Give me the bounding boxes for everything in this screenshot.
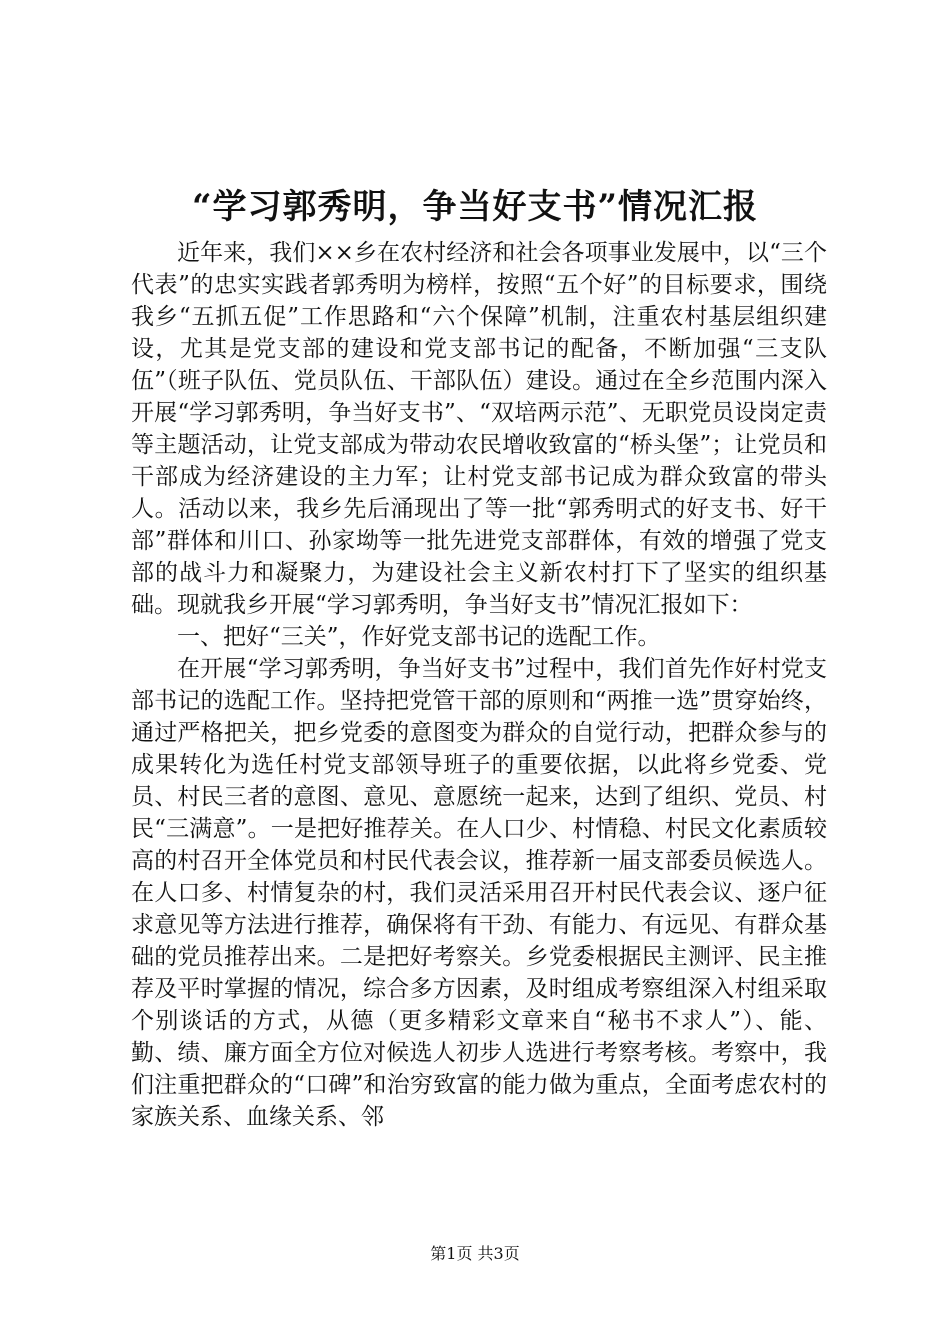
paragraph-section-1: 在开展“学习郭秀明，争当好支书”过程中，我们首先作好村党支部书记的选配工作。坚持把党管干部的原则和“两推一选”贯穿始终，通过严格把关，把乡党委的意图变为群众的自觉行动，把群众参与的成果转化为选任村党支部领导班子的重要依据，以此将乡党委、党员、村民三者的意图、意见、意愿统一起来，达到了组织、党员、村民“三满意”。一是把好推荐关。在人口少、村情稳、村民文化素质较高的村召开全体党员和村民代表会议，推荐新一届支部委员候选人。在人口多、村情复杂的村，我们灵活采用召开村民代表会议、逐户征求意见等方法进行推荐，确保将有干劲、有能力、有远见、有群众基础的党员推荐出来。二是把好考察关。乡党委根据民主测评、民主推荐及平时掌握的情况，综合多方因素，及时组成考察组深入村组采取个别谈话的方式，从德（更多精彩文章来自“秘书不求人”）、能、勤、绩、廉方面全方位对候选人初步人选进行考察考核。考察中，我们注重把群众的“口碑”和治穷致富的能力做为重点，全面考虑农村的家族关系、血缘关系、邻 (131, 656, 827, 1130)
section-heading-1: 一、把好“三关”，作好党支部书记的选配工作。 (177, 624, 661, 650)
document-title: “学习郭秀明，争当好支书”情况汇报 (191, 187, 759, 227)
paragraph-intro: 近年来，我们××乡在农村经济和社会各项事业发展中，以“三个代表”的忠实实践者郭秀明为榜样，按照“五个好”的目标要求，围绕我乡“五抓五促”工作思路和“六个保障”机制，注重农村基层组织建设，尤其是党支部的建设和党支部书记的配备，不断加强“三支队伍”（班子队伍、党员队伍、干部队伍）建设。通过在全乡范围内深入开展“学习郭秀明，争当好支书”、“双培两示范”、无职党员设岗定责等主题活动，让党支部成为带动农民增收致富的“桥头堡”；让党员和干部成为经济建设的主力军；让村党支部书记成为群众致富的带头人。活动以来，我乡先后涌现出了等一批“郭秀明式的好支书、好干部”群体和川口、孙家坳等一批先进党支部群体，有效的增强了党支部的战斗力和凝聚力，为建设社会主义新农村打下了坚实的组织基础。现就我乡开展“学习郭秀明，争当好支书”情况汇报如下： (131, 240, 827, 618)
page-footer: 第1页 共3页 (430, 1244, 520, 1263)
document-body (131, 237, 827, 1133)
